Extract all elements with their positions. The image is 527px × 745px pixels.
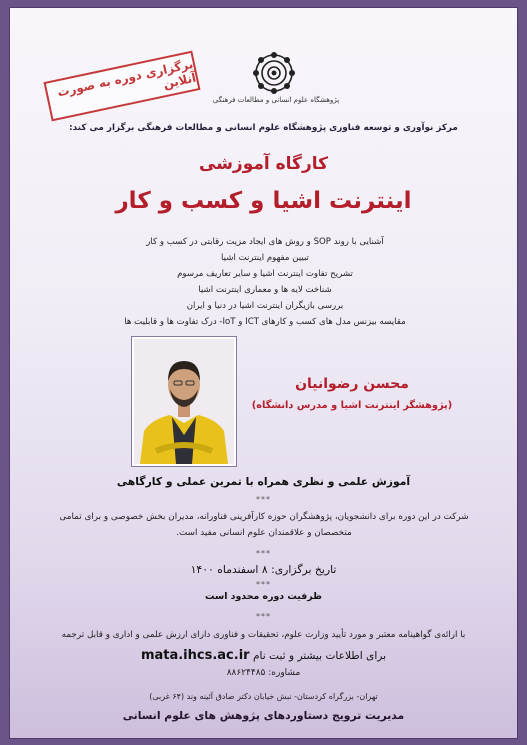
institute-logo-icon xyxy=(244,50,304,96)
online-stamp xyxy=(44,51,201,122)
logo-caption: پژوهشگاه علوم انسانی و مطالعات فرهنگی xyxy=(212,96,340,104)
organizer-line: مرکز نوآوری و توسعه فناوری پژوهشگاه علوم انسانی و مطالعات فرهنگی برگزار می کند: xyxy=(69,123,458,133)
capacity-note: ظرفیت دوره محدود است xyxy=(205,591,322,602)
separator: *** xyxy=(256,549,271,558)
registration-label: برای اطلاعات بیشتر و ثبت نام xyxy=(252,650,387,662)
separator: *** xyxy=(256,612,271,621)
poster-card xyxy=(9,7,518,739)
topic-item: آشنایی با روند SOP و روش های ایجاد مزیت رقابتی در کسب و کار xyxy=(146,237,384,247)
event-date: تاریخ برگزاری: ۸ اسفندماه ۱۴۰۰ xyxy=(190,563,337,576)
separator: *** xyxy=(256,495,271,504)
online-stamp-label: برگزاری دوره به صورت آنلاین xyxy=(56,56,198,100)
presenter-name: محسن رضوانیان xyxy=(295,376,409,392)
topic-item: شناخت لایه ها و معماری اینترنت اشیا xyxy=(198,285,332,295)
topic-item: تشریح تفاوت اینترنت اشیا و سایر تعاریف مرسوم xyxy=(177,269,353,279)
registration-line xyxy=(10,648,517,663)
topic-item: مقایسه بیزنس مدل های کسب و کارهای ICT و IoT- درک تفاوت ها و قابلیت ها xyxy=(124,317,406,327)
topic-item: تبیین مفهوم اینترنت اشیا xyxy=(221,253,309,263)
website-link[interactable]: mata.ihcs.ac.ir xyxy=(140,648,250,663)
consultation-phone: مشاوره: ۸۸۶۲۴۴۸۵ xyxy=(226,668,301,678)
separator: *** xyxy=(256,580,271,589)
topic-item: بررسی بازیگران اینترنت اشیا در دنیا و ایران xyxy=(186,301,344,311)
management-footer: مدیریت ترویج دستاوردهای پژوهش های علوم انسانی xyxy=(122,709,405,722)
workshop-label: کارگاه آموزشی xyxy=(199,154,328,174)
presenter-photo xyxy=(132,337,236,466)
workshop-title: اینترنت اشیا و کسب و کار xyxy=(115,188,412,214)
presenter-role: (پژوهشگر اینترنت اشیا و مدرس دانشگاه) xyxy=(251,400,453,411)
course-subtitle: آموزش علمی و نظری همراه با تمرین عملی و کارگاهی xyxy=(116,475,411,488)
certificate-text: با ارائه‌ی گواهینامه معتبر و مورد تأیید وزارت علوم، تحقیقات و فناوری دارای ارزش علمی و اداری و قابل ترجمه xyxy=(61,630,466,640)
participation-text: شرکت در این دوره برای دانشجویان، پژوهشگران حوزه کارآفرینی فناورانه، مدیران بخش خصوصی و برای تمامی متخصصان و علاقمندان علوم انسانی مفید است. xyxy=(59,512,469,538)
address-text: تهران- بزرگراه کردستان- نبش خیابان دکتر صادق آئینه وند (۶۴ غربی) xyxy=(149,692,378,701)
presenter-portrait-icon xyxy=(134,339,234,464)
topics-list xyxy=(70,234,460,330)
